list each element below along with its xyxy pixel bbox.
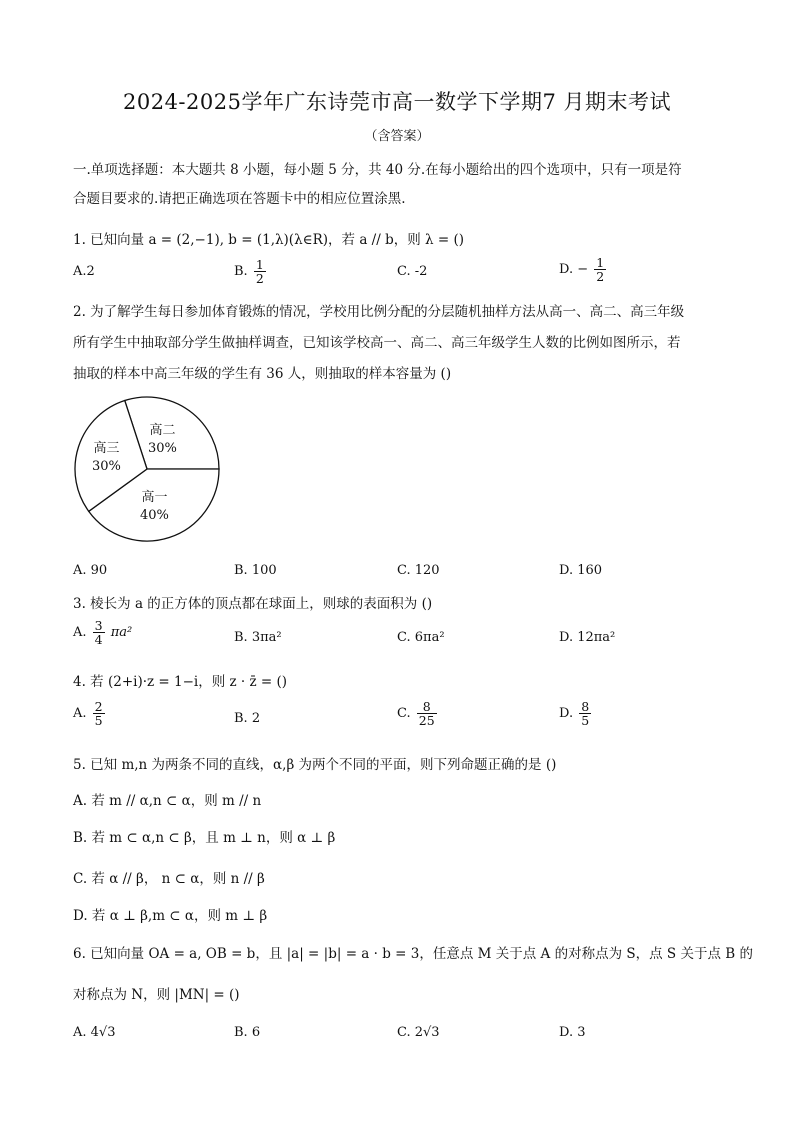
fraction-denominator: 5: [581, 713, 590, 729]
q3-option-d: D. 12πa²: [559, 630, 616, 645]
q5-option-d: D. 若 α ⊥ β,m ⊂ α，则 m ⊥ β: [73, 908, 268, 924]
q1-option-d-label: D. −: [559, 262, 589, 278]
q3-option-c: C. 6πa²: [397, 630, 445, 645]
q3-option-a-tail: πa²: [110, 625, 133, 641]
q2-option-b: B. 100: [234, 563, 277, 578]
q3-option-a-fraction: [93, 619, 105, 646]
q4-option-d: [559, 700, 593, 727]
q3-option-a-label: A.: [73, 625, 87, 641]
question-3-text: 3. 棱长为 a 的正方体的顶点都在球面上，则球的表面积为 (): [73, 596, 433, 612]
question-2-line1: 2. 为了解学生每日参加体育锻炼的情况，学校用比例分配的分层随机抽样方法从高一、高二、高三年级: [73, 304, 685, 320]
q4-option-c-label: C.: [397, 706, 411, 722]
pie-label-grade1-name: 高一: [141, 490, 168, 505]
pie-label-grade2-pct: 30%: [148, 440, 177, 456]
q5-option-b: B. 若 m ⊂ α,n ⊂ β，且 m ⊥ n，则 α ⊥ β: [73, 830, 336, 846]
question-1-text: 1. 已知向量 a = (2,−1), b = (1,λ)(λ∈R)，若 a // b，则 λ = (): [73, 232, 464, 248]
q4-option-a: [73, 700, 107, 727]
pie-label-grade1-pct: 40%: [140, 507, 169, 523]
q4-option-c-fraction: [417, 700, 437, 727]
fraction-denominator: 2: [596, 269, 605, 285]
pie-label-grade2-name: 高二: [149, 423, 176, 438]
pie-label-grade3-pct: 30%: [92, 458, 121, 474]
q4-option-a-label: A.: [73, 706, 87, 722]
fraction-numerator: 3: [94, 618, 103, 633]
q1-option-c: C. -2: [397, 264, 428, 279]
q4-option-d-label: D.: [559, 706, 574, 722]
q2-option-c: C. 120: [397, 563, 440, 578]
section-instructions-line2: 合题目要求的.请把正确选项在答题卡中的相应位置涂黑.: [73, 191, 406, 207]
pie-label-grade2: [148, 422, 177, 457]
fraction-numerator: 1: [596, 255, 605, 270]
page-subtitle: （含答案）: [364, 129, 430, 144]
q1-option-b-label: B.: [234, 264, 248, 280]
question-2-line2: 所有学生中抽取部分学生做抽样调查，已知该学校高一、高二、高三年级学生人数的比例如图所示，若: [73, 335, 681, 351]
pie-label-grade3: [92, 440, 121, 475]
q1-option-d: [559, 256, 608, 283]
pie-label-grade3-name: 高三: [93, 441, 120, 456]
q1-option-b-fraction: [254, 258, 266, 285]
q5-option-a: A. 若 m // α,n ⊂ α，则 m // n: [73, 793, 262, 809]
pie-label-grade1: [140, 489, 169, 524]
q3-option-a: [73, 619, 132, 646]
q4-option-b: B. 2: [234, 711, 261, 726]
q1-option-d-fraction: [594, 256, 606, 283]
q6-option-b: B. 6: [234, 1025, 261, 1040]
q6-option-a: A. 4√3: [73, 1025, 116, 1040]
fraction-numerator: 1: [255, 257, 264, 272]
fraction-denominator: 4: [94, 632, 103, 648]
q4-option-a-fraction: [93, 700, 105, 727]
pie-chart: [72, 394, 222, 544]
q2-option-a: A. 90: [73, 563, 108, 578]
question-2-line3: 抽取的样本中高三年级的学生有 36 人，则抽取的样本容量为 (): [73, 366, 452, 382]
fraction-numerator: 2: [94, 699, 103, 714]
page-title: 2024-2025学年广东诗莞市高一数学下学期7 月期末考试: [122, 90, 672, 114]
fraction-numerator: 8: [417, 700, 437, 714]
fraction-denominator: 2: [255, 271, 264, 287]
fraction-numerator: 8: [581, 699, 590, 714]
question-4-text: 4. 若 (2+i)·z = 1−i，则 z · z̄ = (): [73, 674, 288, 690]
q5-option-c: C. 若 α // β， n ⊂ α，则 n // β: [73, 871, 265, 887]
q4-option-c: [397, 700, 439, 727]
question-6-line1: 6. 已知向量 OA = a, OB = b，且 |a| = |b| = a · b = 3，任意点 M 关于点 A 的对称点为 S，点 S 关于点 B 的: [73, 946, 753, 962]
fraction-denominator: 25: [418, 713, 435, 729]
q6-option-c: C. 2√3: [397, 1025, 440, 1040]
q1-option-a: A.2: [73, 264, 95, 279]
question-6-line2: 对称点为 N，则 |MN| = (): [73, 987, 240, 1003]
section-instructions-line1: 一.单项选择题：本大题共 8 小题，每小题 5 分，共 40 分.在每小题给出的四个选项中，只有一项是符: [73, 162, 682, 178]
q6-option-d: D. 3: [559, 1025, 586, 1040]
q3-option-b: B. 3πa²: [234, 630, 282, 645]
q2-option-d: D. 160: [559, 563, 603, 578]
q1-option-b: [234, 258, 268, 285]
q4-option-d-fraction: [579, 700, 591, 727]
fraction-denominator: 5: [94, 713, 103, 729]
question-5-text: 5. 已知 m,n 为两条不同的直线，α,β 为两个不同的平面，则下列命题正确的是 (): [73, 757, 557, 773]
